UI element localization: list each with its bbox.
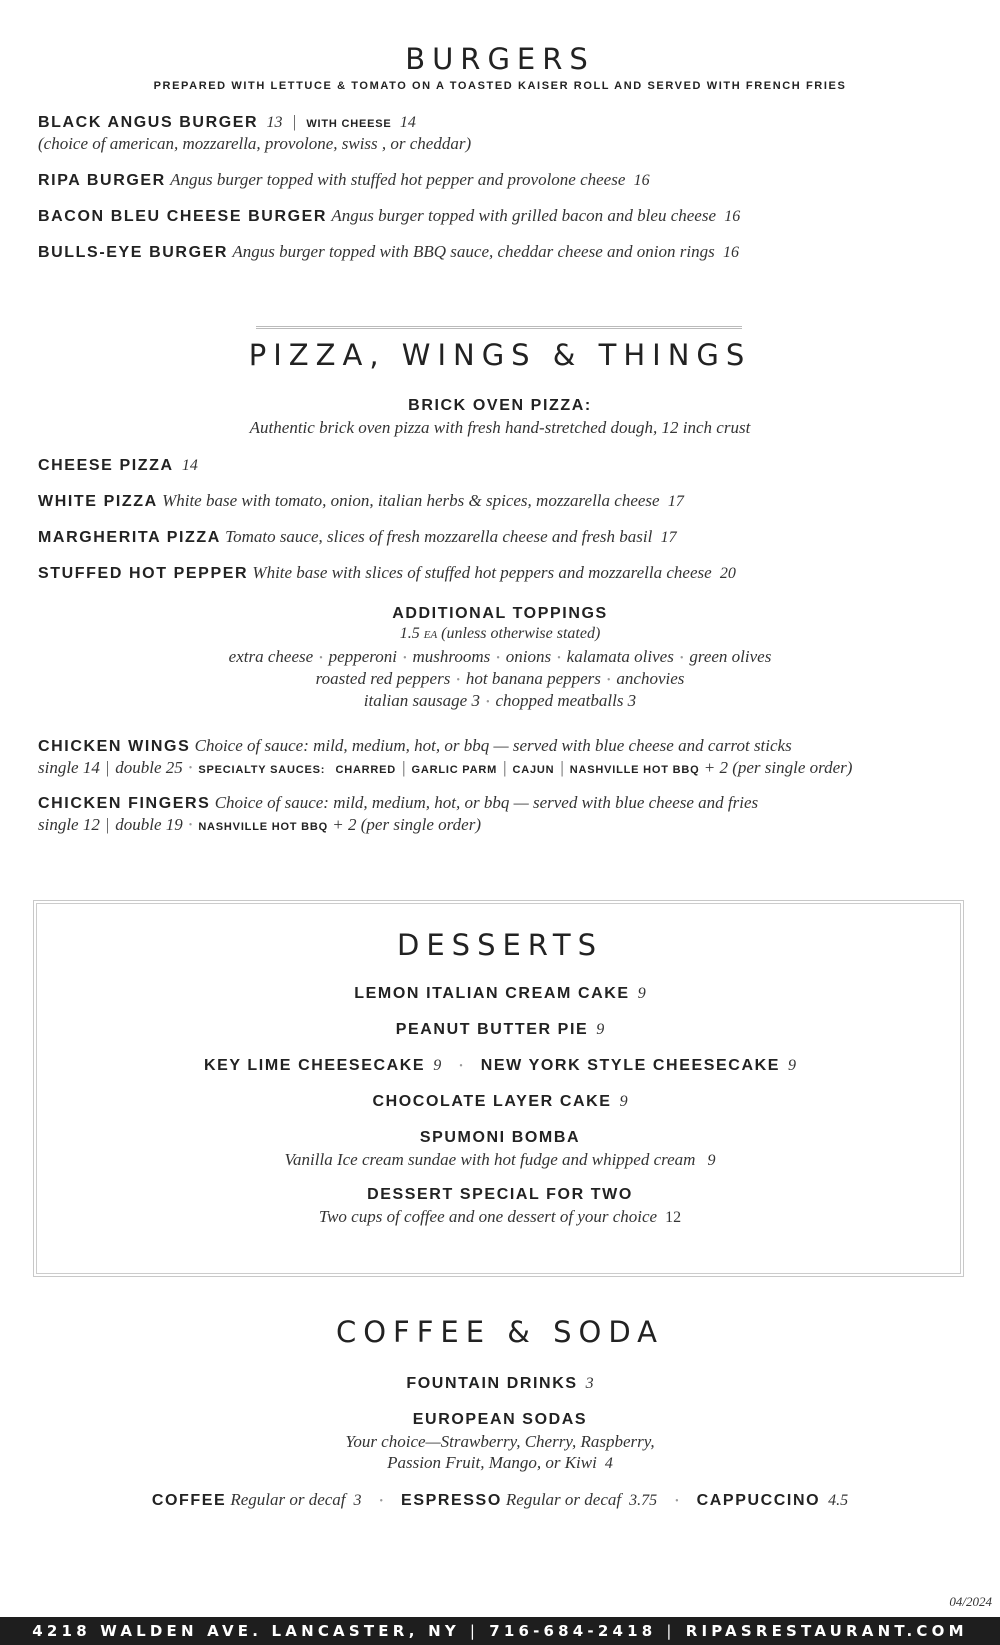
item-name: BACON BLEU CHEESE BURGER — [38, 208, 328, 225]
item-price: 9 — [788, 1057, 797, 1074]
item-price: 9 — [433, 1057, 442, 1074]
menu-item-black-angus-burger — [38, 111, 416, 135]
footer-phone[interactable]: 716-684-2418 — [489, 1622, 657, 1640]
toppings-line-2 — [0, 669, 1000, 689]
item-price: 16 — [633, 172, 650, 189]
drink-european-sodas-name: EUROPEAN SODAS — [412, 1411, 588, 1428]
topping: mushrooms — [412, 647, 491, 666]
item-desc: Choice of sauce: mild, medium, hot, or bbq — served with blue cheese and carrot sticks — [194, 736, 792, 755]
item-name: CHICKEN FINGERS — [38, 795, 211, 812]
toppings-price-note — [0, 625, 1000, 643]
bullet-icon: • — [402, 652, 407, 664]
toppings-note: (unless otherwise stated) — [441, 625, 601, 642]
menu-date: 04/2024 — [949, 1594, 992, 1609]
bullet-icon: • — [675, 1495, 679, 1507]
topping: green olives — [689, 647, 772, 666]
single-price: single 14 — [38, 758, 100, 777]
topping: onions — [505, 647, 552, 666]
sauce: NASHVILLE HOT BBQ — [569, 764, 700, 776]
menu-item-cheese-pizza — [38, 454, 198, 477]
item-price: 3 — [353, 1492, 362, 1509]
item-name: CAPPUCCINO — [696, 1492, 821, 1509]
item-price: 12 — [665, 1209, 682, 1226]
item-price: 17 — [667, 493, 684, 510]
dessert-spumoni-bomba-desc — [0, 1150, 1000, 1170]
topping: pepperoni — [328, 647, 397, 666]
item-name: LEMON ITALIAN CREAM CAKE — [354, 985, 630, 1002]
topping: chopped meatballs 3 — [495, 691, 637, 710]
item-name: BLACK ANGUS BURGER — [38, 114, 259, 131]
topping: kalamata olives — [566, 647, 674, 666]
double-price: double 19 — [115, 815, 183, 834]
topping: extra cheese — [228, 647, 314, 666]
dessert-chocolate-layer-cake — [0, 1093, 1000, 1111]
dessert-special-for-two-name: DESSERT SPECIAL FOR TWO — [367, 1186, 633, 1203]
toppings-label: ADDITIONAL TOPPINGS — [392, 605, 608, 622]
item-name: RIPA BURGER — [38, 172, 166, 189]
option-price: 14 — [399, 114, 416, 131]
item-name: CHICKEN WINGS — [38, 738, 191, 755]
item-price: 9 — [637, 985, 646, 1002]
item-name: COFFEE — [151, 1492, 227, 1509]
separator: | — [469, 1622, 480, 1640]
footer-bar — [0, 1617, 1000, 1645]
european-sodas-desc-1: Your choice—Strawberry, Cherry, Raspberry, — [345, 1432, 655, 1451]
bullet-icon: • — [188, 820, 193, 832]
toppings-line-1 — [0, 647, 1000, 667]
item-desc: Passion Fruit, Mango, or Kiwi — [387, 1453, 597, 1472]
item-price: 4.5 — [828, 1492, 849, 1509]
item-desc: Regular or decaf — [505, 1490, 622, 1509]
hot-drinks-row — [0, 1490, 1000, 1510]
menu-item-bulls-eye-burger — [38, 241, 739, 264]
topping: italian sausage 3 — [363, 691, 480, 710]
item-desc: White base with slices of stuffed hot peppers and mozzarella cheese — [252, 563, 712, 582]
sauce: GARLIC PARM — [411, 764, 498, 776]
menu-item-ripa-burger — [38, 169, 650, 192]
separator: | — [503, 758, 507, 777]
item-name: PEANUT BUTTER PIE — [395, 1021, 589, 1038]
dessert-cheesecakes — [0, 1057, 1000, 1075]
brick-oven-label: BRICK OVEN PIZZA: — [408, 397, 592, 414]
sauce: CHARRED — [335, 764, 397, 776]
dessert-spumoni-bomba-name: SPUMONI BOMBA — [419, 1129, 581, 1146]
item-price: 9 — [707, 1152, 716, 1169]
option-label: WITH CHEESE — [306, 118, 392, 130]
item-desc: Two cups of coffee and one dessert of your choice — [318, 1207, 658, 1226]
bullet-icon: • — [319, 652, 323, 664]
item-price: 4 — [604, 1455, 613, 1472]
toppings-price: 1.5 — [399, 625, 420, 642]
bullet-icon: • — [557, 652, 561, 664]
item-desc: Choice of sauce: mild, medium, hot, or bbq — served with blue cheese and fries — [214, 793, 759, 812]
dessert-peanut-butter-pie — [0, 1021, 1000, 1039]
separator: | — [292, 112, 297, 131]
item-price: 16 — [724, 208, 741, 225]
item-name: NEW YORK STYLE CHEESECAKE — [480, 1057, 781, 1074]
item-desc: White base with tomato, onion, italian herbs & spices, mozzarella cheese — [162, 491, 660, 510]
menu-item-margherita-pizza — [38, 526, 677, 549]
bullet-icon: • — [606, 674, 611, 686]
toppings-line-3 — [0, 691, 1000, 711]
bullet-icon: • — [679, 652, 684, 664]
drinks-title: COFFEE & SODA — [335, 1315, 665, 1349]
item-desc: Angus burger topped with stuffed hot pepper and provolone cheese — [170, 170, 626, 189]
topping: hot banana peppers — [465, 669, 601, 688]
topping: roasted red peppers — [315, 669, 451, 688]
desserts-title: DESSERTS — [397, 928, 603, 962]
toppings-ea: EA — [423, 629, 438, 641]
upcharge: + 2 (per single order) — [332, 815, 481, 834]
bullet-icon: • — [456, 674, 460, 686]
item-price: 16 — [722, 244, 739, 261]
sauce: CAJUN — [512, 764, 555, 776]
sauce: NASHVILLE HOT BBQ — [198, 821, 329, 833]
brick-oven-desc: Authentic brick oven pizza with fresh hand-stretched dough, 12 inch crust — [249, 418, 751, 437]
item-desc: Tomato sauce, slices of fresh mozzarella cheese and fresh basil — [225, 527, 653, 546]
black-angus-note: (choice of american, mozzarella, provolone, swiss , or cheddar) — [38, 134, 472, 153]
item-name: ESPRESSO — [401, 1492, 502, 1509]
bullet-icon: • — [188, 763, 193, 775]
burgers-subtitle: PREPARED WITH LETTUCE & TOMATO ON A TOASTED KAISER ROLL AND SERVED WITH FRENCH FRIES — [153, 80, 847, 92]
burgers-title: BURGERS — [405, 42, 595, 76]
pizza-title: PIZZA, WINGS & THINGS — [248, 338, 752, 372]
item-desc: Angus burger topped with grilled bacon and bleu cheese — [331, 206, 716, 225]
item-name: MARGHERITA PIZZA — [38, 529, 221, 546]
topping: anchovies — [616, 669, 685, 688]
item-name: CHOCOLATE LAYER CAKE — [372, 1093, 612, 1110]
european-sodas-desc-2 — [0, 1453, 1000, 1473]
item-price: 9 — [619, 1093, 628, 1110]
menu-item-stuffed-hot-pepper — [38, 562, 736, 585]
item-desc: Angus burger topped with BBQ sauce, cheddar cheese and onion rings — [232, 242, 715, 261]
bullet-icon: • — [459, 1060, 463, 1072]
item-name: WHITE PIZZA — [38, 493, 158, 510]
dessert-lemon-italian-cream-cake — [0, 985, 1000, 1003]
double-price: double 25 — [115, 758, 183, 777]
specialty-sauces-label: SPECIALTY SAUCES: — [198, 764, 326, 776]
item-name: CHEESE PIZZA — [38, 457, 174, 474]
separator: | — [560, 758, 564, 777]
item-name: KEY LIME CHEESECAKE — [203, 1057, 426, 1074]
menu-item-chicken-fingers — [38, 792, 758, 815]
separator: | — [402, 758, 406, 777]
item-price: 17 — [660, 529, 677, 546]
dessert-special-for-two-desc — [0, 1207, 1000, 1227]
item-price: 3.75 — [629, 1492, 658, 1509]
item-name: FOUNTAIN DRINKS — [406, 1375, 578, 1392]
separator: | — [105, 758, 110, 777]
item-desc: Regular or decaf — [230, 1490, 346, 1509]
item-name: STUFFED HOT PEPPER — [38, 565, 249, 582]
item-price: 14 — [181, 457, 198, 474]
menu-item-white-pizza — [38, 490, 684, 513]
item-desc: Vanilla Ice cream sundae with hot fudge and whipped cream — [284, 1150, 696, 1169]
item-price: 20 — [719, 565, 736, 582]
footer-address: 4218 WALDEN AVE. LANCASTER, NY — [32, 1622, 460, 1640]
section-divider — [256, 326, 742, 329]
item-price: 3 — [585, 1375, 594, 1392]
item-price: 9 — [596, 1021, 605, 1038]
chicken-wings-pricing — [38, 757, 852, 781]
item-name: BULLS-EYE BURGER — [38, 244, 229, 261]
separator: | — [105, 815, 110, 834]
bullet-icon: • — [485, 696, 490, 708]
menu-item-bacon-bleu-cheese-burger — [38, 205, 740, 228]
upcharge: + 2 (per single order) — [703, 758, 853, 777]
drink-fountain — [0, 1375, 1000, 1393]
bullet-icon: • — [496, 652, 500, 664]
item-price: 13 — [266, 114, 283, 131]
separator: | — [666, 1622, 676, 1640]
menu-item-chicken-wings — [38, 735, 792, 758]
footer-website[interactable]: RIPASRESTAURANT.COM — [685, 1622, 968, 1640]
single-price: single 12 — [38, 815, 100, 834]
chicken-fingers-pricing — [38, 814, 481, 838]
bullet-icon: • — [379, 1495, 384, 1507]
